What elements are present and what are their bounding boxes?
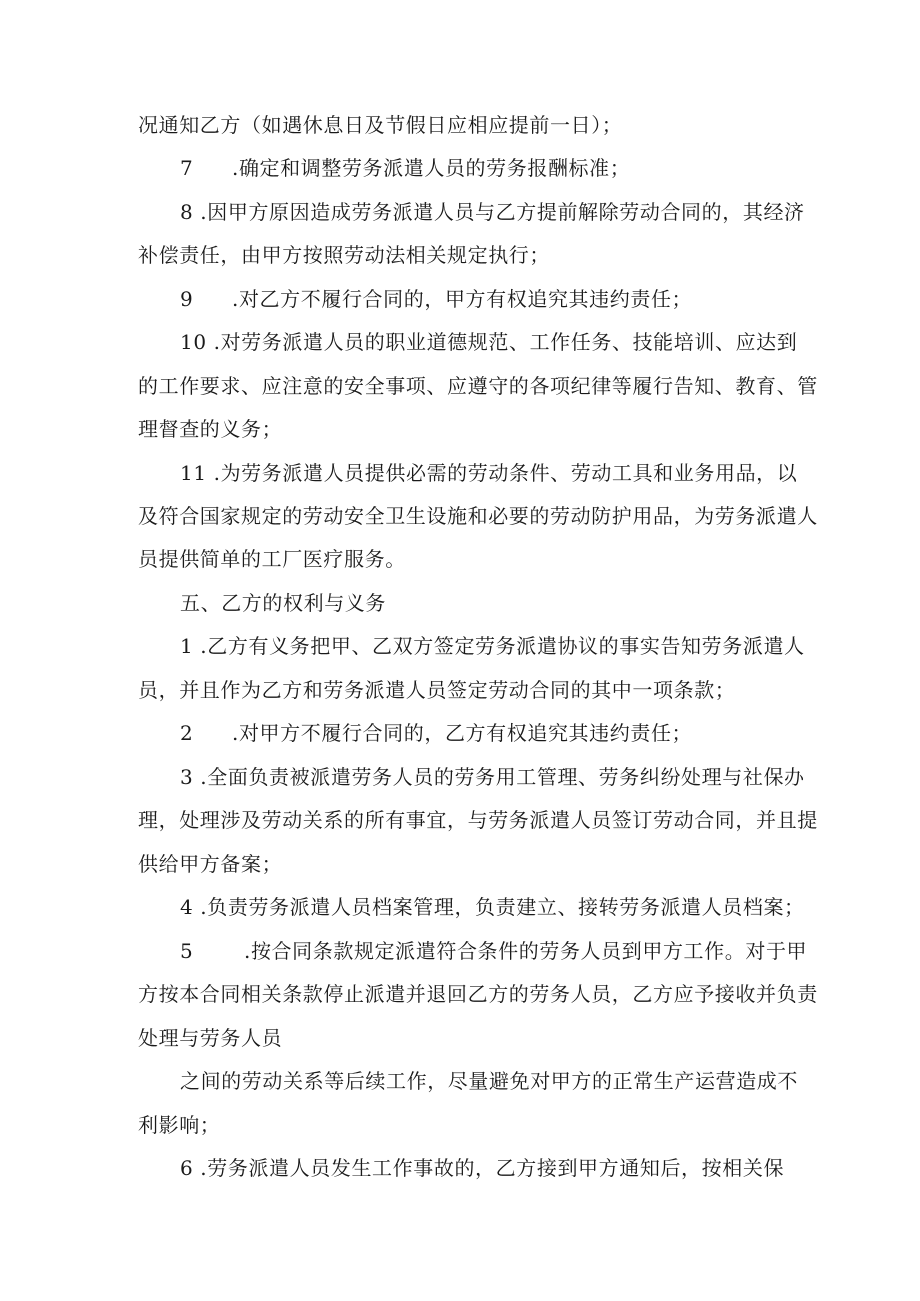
text-line: 及符合国家规定的劳动安全卫生设施和必要的劳动防护用品，为劳务派遣人 — [138, 504, 818, 528]
item-number: 7 — [180, 156, 194, 180]
text-line: 方按本合同相关条款停止派遣并退回乙方的劳务人员，乙方应予接收并负责 — [138, 982, 818, 1006]
text-line: .确定和调整劳务派遣人员的劳务报酬标准； — [232, 156, 631, 180]
text-line: 供给甲方备案； — [138, 852, 283, 876]
text-line: 理，处理涉及劳动关系的所有事宜，与劳务派遣人员签订劳动合同，并且提 — [138, 808, 818, 832]
section-heading: 五、乙方的权利与义务 — [180, 591, 386, 615]
text-line: 4 .负责劳务派遣人员档案管理，负责建立、接转劳务派遣人员档案； — [180, 895, 805, 919]
text-line: 6 .劳务派遣人员发生工作事故的，乙方接到甲方通知后，按相关保 — [180, 1156, 785, 1180]
item-number: 2 — [180, 721, 194, 745]
text-line: 11 .为劳务派遣人员提供必需的劳动条件、劳动工具和业务用品，以 — [180, 461, 798, 485]
text-line: .按合同条款规定派遣符合条件的劳务人员到甲方工作。对于甲 — [244, 939, 808, 963]
item-number: 5 — [180, 939, 194, 963]
text-line: 8 .因甲方原因造成劳务派遣人员与乙方提前解除劳动合同的，其经济 — [180, 200, 805, 224]
text-line: .对乙方不履行合同的，甲方有权追究其违约责任； — [232, 287, 693, 311]
text-line: 补偿责任，由甲方按照劳动法相关规定执行； — [138, 243, 550, 267]
text-line: .对甲方不履行合同的，乙方有权追究其违约责任； — [232, 721, 693, 745]
text-line: 3 .全面负责被派遣劳务人员的劳务用工管理、劳务纠纷处理与社保办 — [180, 765, 805, 789]
text-line: 10 .对劳务派遣人员的职业道德规范、工作任务、技能培训、应达到 — [180, 330, 798, 354]
text-line: 利影响； — [138, 1113, 221, 1137]
item-number: 9 — [180, 287, 194, 311]
text-line: 员，并且作为乙方和劳务派遣人员签定劳动合同的其中一项条款； — [138, 678, 736, 702]
text-line: 况通知乙方（如遇休息日及节假日应相应提前一日）； — [138, 113, 623, 137]
text-line: 之间的劳动关系等后续工作，尽量避免对甲方的正常生产运营造成不 — [180, 1069, 798, 1093]
text-line: 处理与劳务人员 — [138, 1026, 283, 1050]
text-line: 1 .乙方有义务把甲、乙双方签定劳务派遣协议的事实告知劳务派遣人 — [180, 634, 805, 658]
text-line: 员提供简单的工厂医疗服务。 — [138, 547, 406, 571]
text-line: 的工作要求、应注意的安全事项、应遵守的各项纪律等履行告知、教育、管 — [138, 374, 818, 398]
text-line: 理督查的义务； — [138, 417, 283, 441]
